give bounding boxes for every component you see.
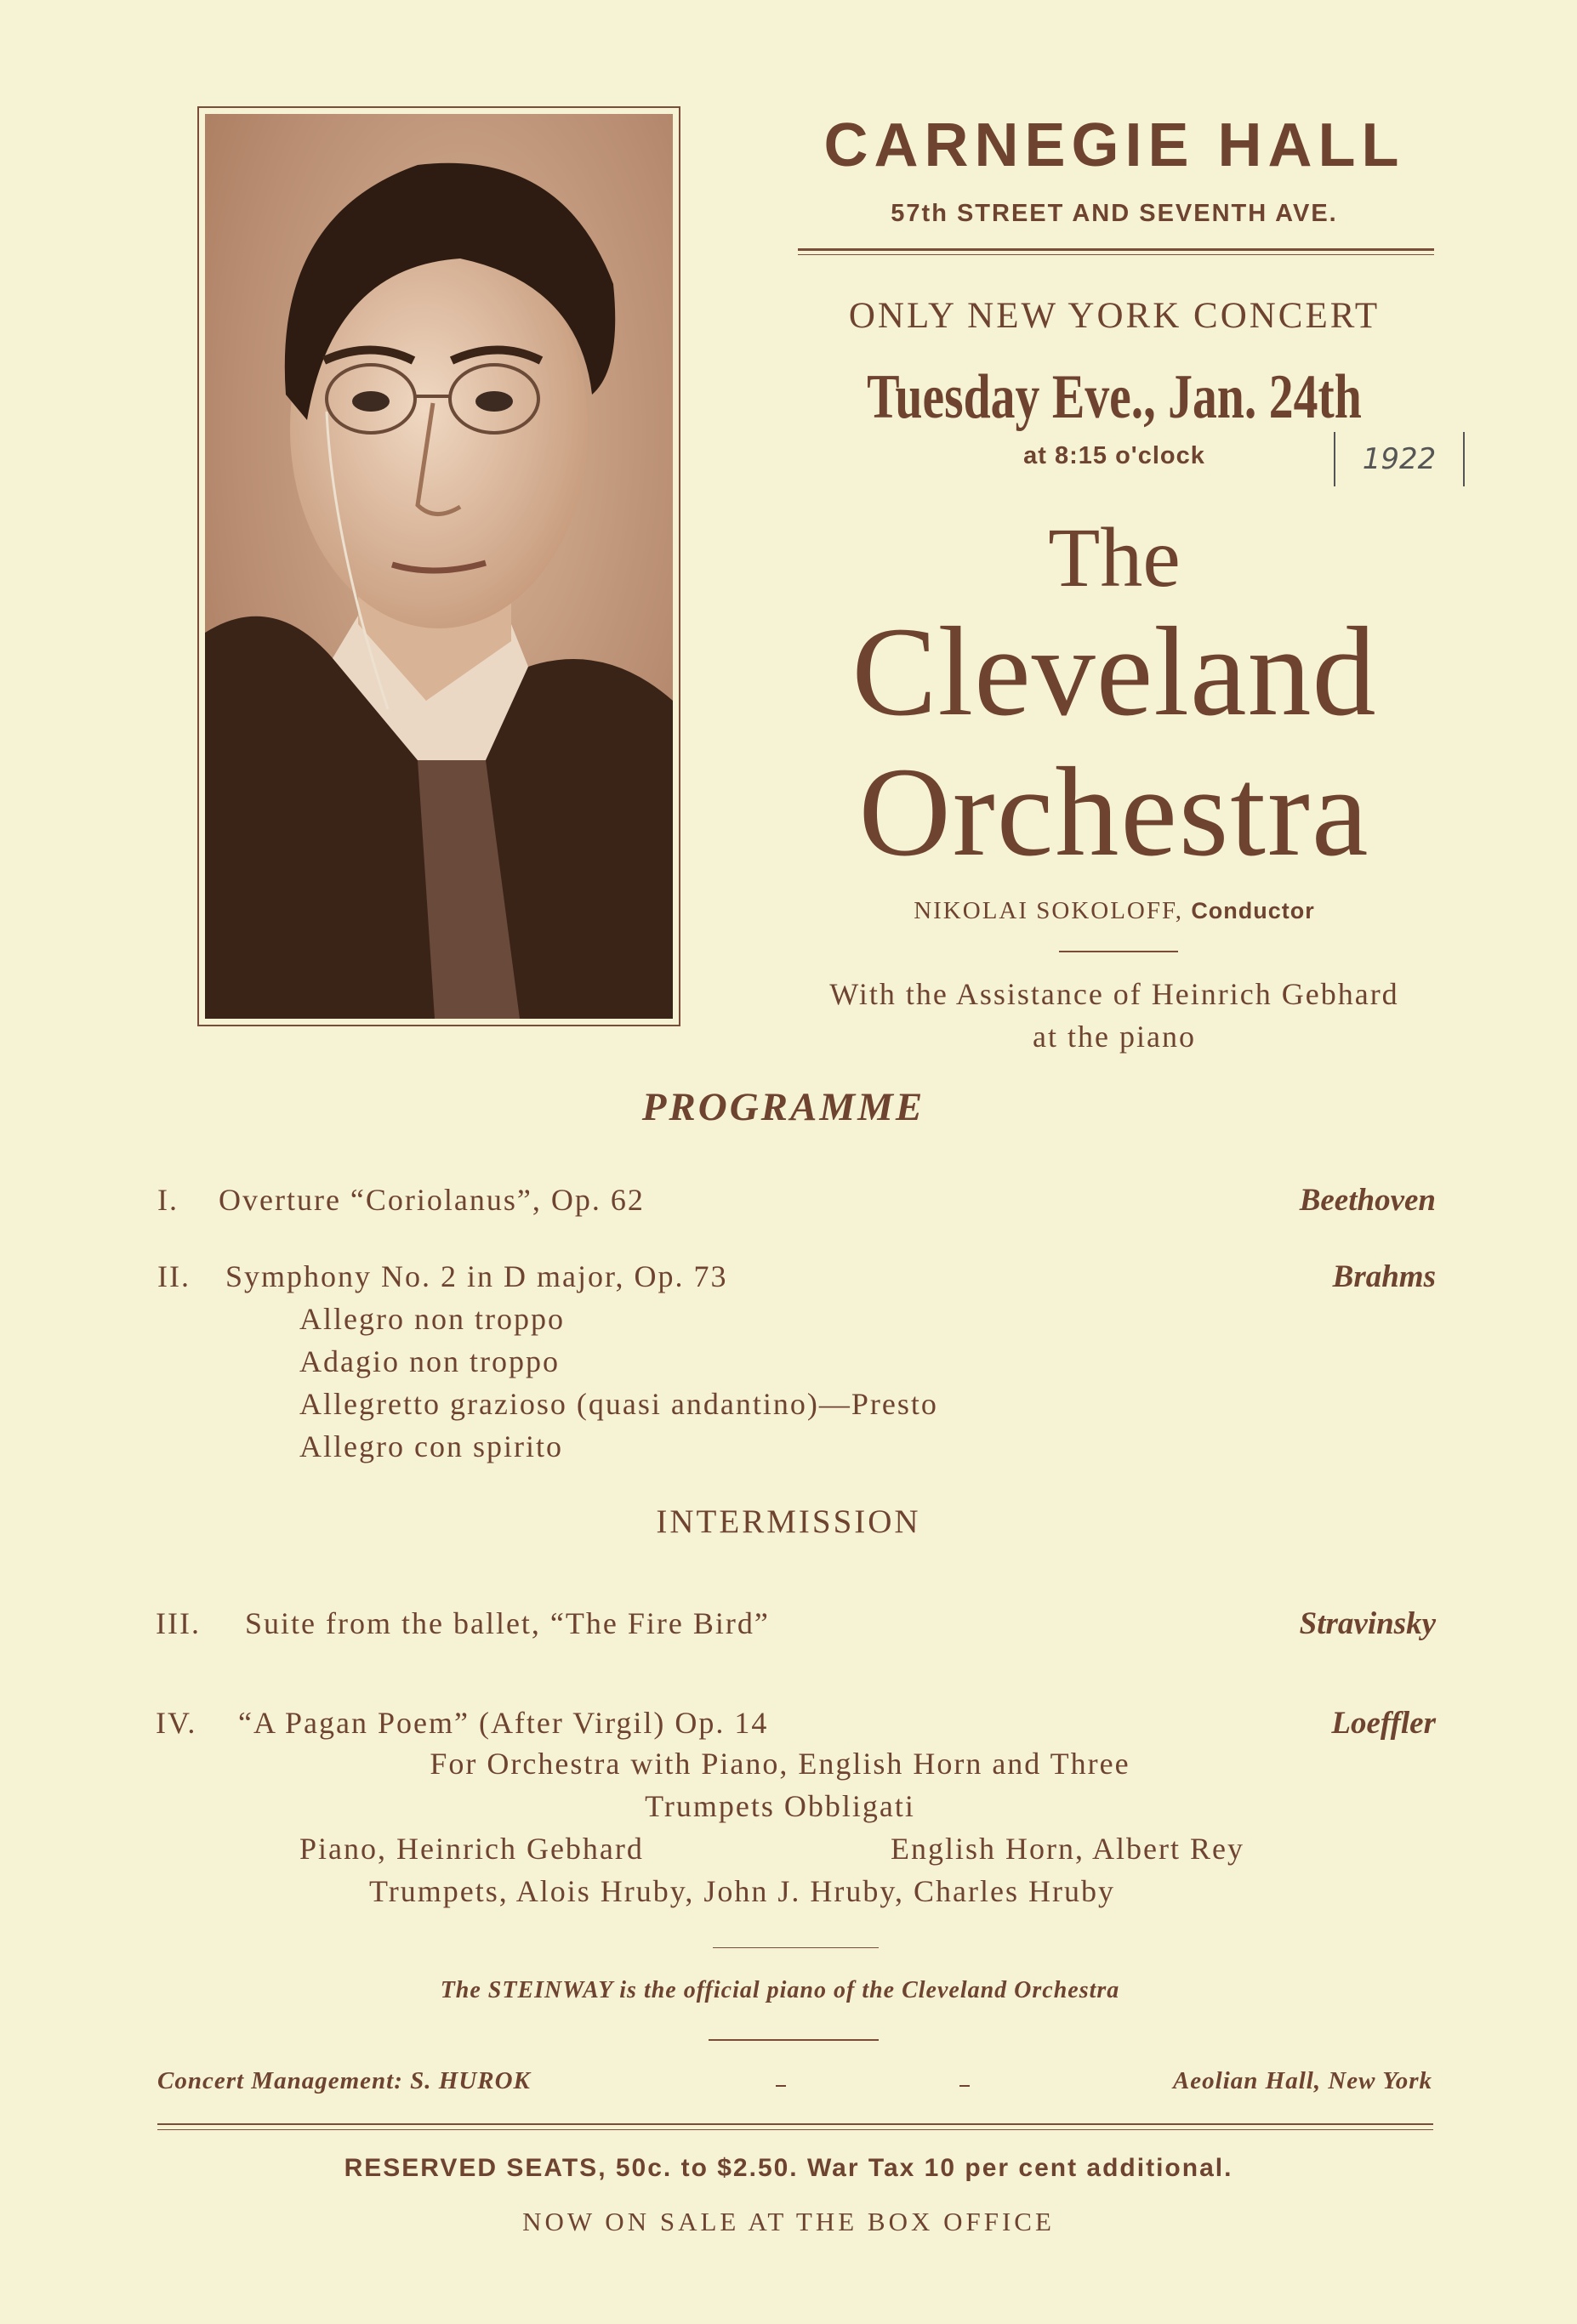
dash-1 [776, 2085, 786, 2087]
footer-divider [157, 2123, 1433, 2130]
venue-name: CARNEGIE HALL [823, 111, 1405, 179]
item-4-english-horn: English Horn, Albert Rey [891, 1832, 1244, 1866]
movement-3: Allegretto grazioso (quasi andantino)—Presto [299, 1387, 938, 1421]
item-4-desc1: For Orchestra with Piano, English Horn and Three [430, 1747, 1130, 1781]
steinway-divider [709, 2039, 879, 2041]
concert-date: Tuesday Eve., Jan. 24th [867, 362, 1362, 432]
box-office-notice: NOW ON SALE AT THE BOX OFFICE [522, 2207, 1055, 2236]
movement-4: Allegro con spirito [299, 1429, 563, 1463]
reserved-seats-notice: RESERVED SEATS, 50c. to $2.50. War Tax 10 per cent additional. [344, 2154, 1233, 2182]
portrait-photo [205, 114, 673, 1019]
item-4-trumpets: Trumpets, Alois Hruby, John J. Hruby, Charles Hruby [369, 1874, 1116, 1908]
conductor-credit [766, 897, 1463, 925]
conductor-divider [1059, 951, 1178, 952]
item-1-composer: Beethoven [1299, 1183, 1436, 1218]
item-2-number: II. [157, 1259, 191, 1293]
orchestra-article: The [1048, 510, 1181, 605]
conductor-portrait [197, 106, 680, 1026]
orchestra-name-line1: Cleveland [851, 601, 1377, 742]
item-4-number: IV. [156, 1706, 197, 1740]
concert-time: at 8:15 o'clock [1023, 442, 1205, 469]
item-2-composer: Brahms [1332, 1259, 1436, 1294]
management-address: Aeolian Hall, New York [1172, 2067, 1432, 2094]
item-4-piano: Piano, Heinrich Gebhard [299, 1832, 644, 1866]
header-divider [798, 248, 1434, 255]
orchestra-name-line2: Orchestra [858, 742, 1370, 883]
programme-divider [713, 1947, 879, 1948]
venue-address: 57th STREET AND SEVENTH AVE. [891, 200, 1338, 227]
intermission-label: INTERMISSION [656, 1503, 921, 1540]
programme-title: PROGRAMME [641, 1085, 925, 1129]
movement-1: Allegro non troppo [299, 1302, 565, 1336]
item-3-work: Suite from the ballet, “The Fire Bird” [245, 1606, 770, 1640]
item-3-number: III. [156, 1606, 201, 1640]
item-2-work: Symphony No. 2 in D major, Op. 73 [225, 1259, 728, 1293]
steinway-notice: The STEINWAY is the official piano of the Cleveland Orchestra [440, 1977, 1120, 2003]
dash-2 [959, 2085, 970, 2087]
item-4-desc2: Trumpets Obbligati [645, 1789, 915, 1823]
concert-management: Concert Management: S. HUROK [157, 2067, 531, 2094]
only-concert-line: ONLY NEW YORK CONCERT [848, 296, 1381, 336]
assistance-line2: at the piano [1033, 1020, 1196, 1054]
item-4-composer: Loeffler [1331, 1706, 1436, 1741]
movement-2: Adagio non troppo [299, 1344, 560, 1378]
item-1-number: I. [157, 1183, 179, 1217]
conductor-role: Conductor [1191, 898, 1315, 923]
handwritten-year-note: 1922 [1334, 432, 1465, 486]
item-4-work: “A Pagan Poem” (After Virgil) Op. 14 [238, 1706, 769, 1740]
assistance-line1: With the Assistance of Heinrich Gebhard [829, 977, 1399, 1011]
item-3-composer: Stravinsky [1299, 1606, 1436, 1641]
item-1-work: Overture “Coriolanus”, Op. 62 [219, 1183, 645, 1217]
conductor-name: NIKOLAI SOKOLOFF, [914, 897, 1184, 924]
